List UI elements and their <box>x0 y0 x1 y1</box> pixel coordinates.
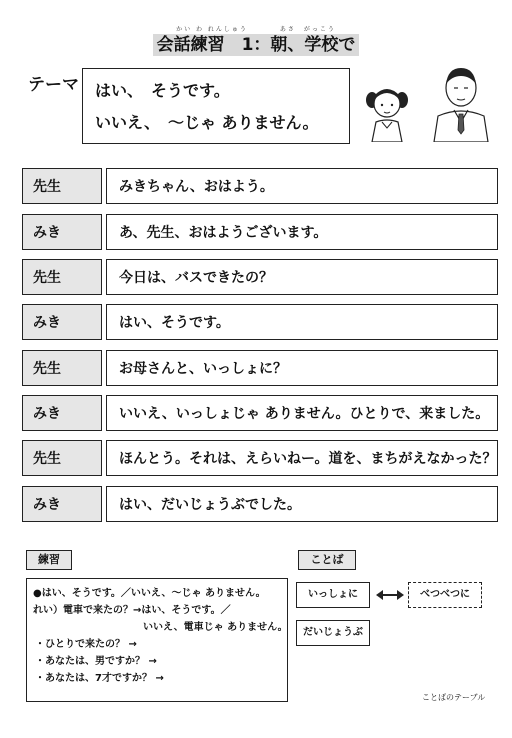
speech-text: みきちゃん、おはよう。 <box>106 168 498 204</box>
speaker-label: みき <box>22 486 102 522</box>
dialogue-row <box>22 350 498 386</box>
dialogue-row <box>22 214 498 250</box>
speech-text: はい、そうです。 <box>106 304 498 340</box>
practice-box <box>26 578 288 702</box>
theme-line-1: はい、 そうです。 <box>95 81 230 100</box>
footer-text: ことばのテーブル <box>422 693 486 702</box>
speech-text: 今日は、バスできたの？ <box>106 259 498 295</box>
dialogue-row <box>22 440 498 476</box>
practice-line: れい）電車で来たの？→はい、そうです。／ <box>33 605 231 616</box>
speaker-label: みき <box>22 304 102 340</box>
speech-text: あ、先生、おはようございます。 <box>106 214 498 250</box>
speech-text: いいえ、いっしょじゃ ありません。ひとりで、来ました。 <box>106 395 498 431</box>
practice-line: ・あなたは、男ですか？ → <box>35 656 157 667</box>
dialogue-row <box>22 395 498 431</box>
theme-label: テーマ <box>28 75 79 95</box>
dialogue-row <box>22 259 498 295</box>
speech-text: お母さんと、いっしょに？ <box>106 350 498 386</box>
speaker-label: みき <box>22 214 102 250</box>
theme-line-2: いいえ、 ～じゃ ありません。 <box>95 113 319 132</box>
words-label: ことば <box>298 550 356 570</box>
practice-label: 練習 <box>26 550 72 570</box>
dialogue-row <box>22 168 498 204</box>
speaker-label: 先生 <box>22 440 102 476</box>
dialogue-row <box>22 304 498 340</box>
word-card: べつべつに <box>408 582 482 608</box>
girl-illustration <box>362 82 412 142</box>
page-title: 会話練習 1：朝、学校で <box>153 34 360 56</box>
practice-line: ・あなたは、7才ですか？ → <box>35 673 164 684</box>
theme-box <box>82 68 350 144</box>
dialogue-row <box>22 486 498 522</box>
title-block <box>0 26 512 56</box>
speaker-label: 先生 <box>22 168 102 204</box>
speaker-label: 先生 <box>22 350 102 386</box>
double-arrow-icon <box>374 585 406 605</box>
speech-text: はい、だいじょうぶでした。 <box>106 486 498 522</box>
practice-line: ●はい、そうです。／いいえ、～じゃ ありません。 <box>33 588 266 599</box>
title-ruby: かい わ れんしゅう あさ がっこう <box>176 26 336 33</box>
practice-line: いいえ、電車じゃ ありません。 <box>143 622 288 633</box>
word-card: だいじょうぶ <box>296 620 370 646</box>
practice-line: ・ひとりで来たの？ → <box>35 639 137 650</box>
speaker-label: みき <box>22 395 102 431</box>
word-card: いっしょに <box>296 582 370 608</box>
speech-text: ほんとう。それは、えらいねー。道を、まちがえなかった？ <box>106 440 498 476</box>
speaker-label: 先生 <box>22 259 102 295</box>
teacher-illustration <box>430 64 492 142</box>
